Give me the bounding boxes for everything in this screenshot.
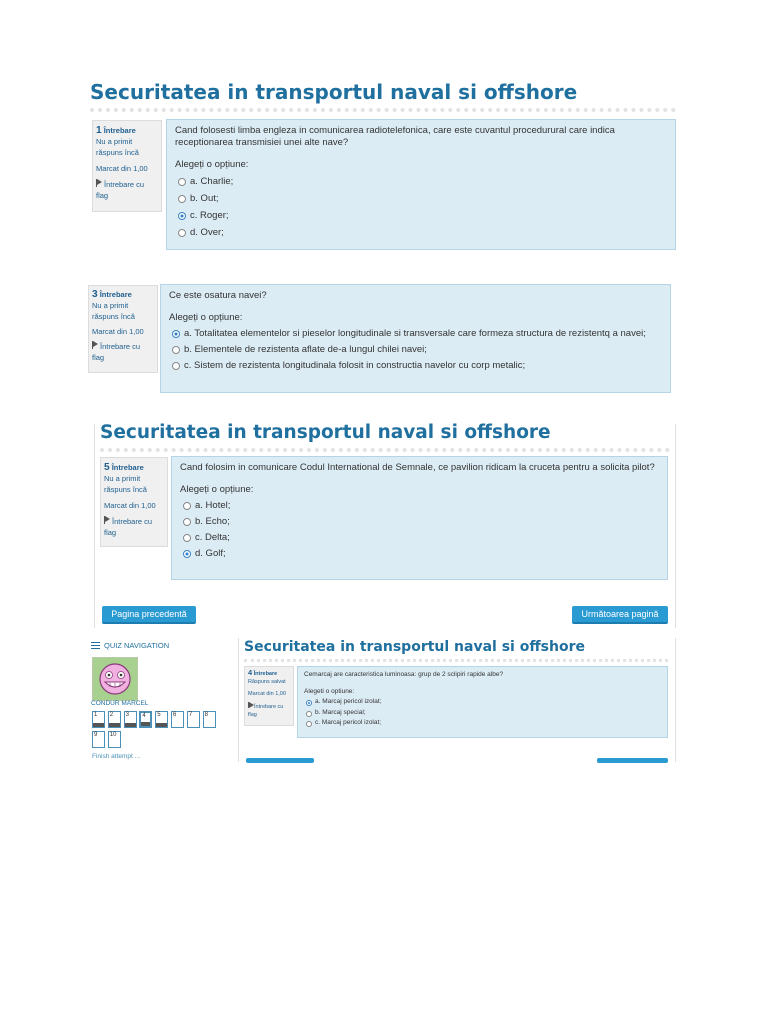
question-number: 3 xyxy=(92,289,98,300)
quiz-nav-question-10[interactable] xyxy=(108,731,121,748)
answer-prompt: Alegeți o opțiune: xyxy=(169,312,243,323)
answer-option[interactable] xyxy=(178,227,667,239)
quiz-nav-question-8[interactable] xyxy=(203,711,216,728)
question-content-1 xyxy=(166,119,676,250)
question-marked: Marcat din 1,00 xyxy=(104,501,156,510)
flag-question-label: Întrebare cu flag xyxy=(104,517,153,537)
quiz-nav-number: 6 xyxy=(173,712,177,718)
radio-button[interactable] xyxy=(183,550,191,558)
question-content-3 xyxy=(160,284,671,393)
smiley-face-icon xyxy=(93,658,137,700)
answer-option-label: a. Totalitatea elementelor si pieselor longitudinale si transversale care formeza structura de rezistentq a navei; xyxy=(184,328,646,339)
question-text: Cemarcaj are caracteristica luminoasa: grup de 2 sclipiri rapide albe? xyxy=(304,671,504,678)
answer-prompt: Alegeti o optiune: xyxy=(304,687,355,695)
flag-icon xyxy=(104,516,112,524)
question-status: Nu a primit răspuns încă xyxy=(92,301,135,321)
answer-option-label: c. Delta; xyxy=(195,532,230,543)
question-content-5 xyxy=(171,456,668,580)
title-divider-4 xyxy=(244,659,668,662)
quiz-nav-number: 3 xyxy=(125,712,129,718)
answer-option[interactable] xyxy=(178,210,667,222)
question-word: Întrebare xyxy=(99,290,132,299)
answer-option-label: a. Marcaj pericol izolat; xyxy=(315,698,382,705)
quiz-nav-number: 8 xyxy=(204,712,208,718)
radio-button[interactable] xyxy=(178,178,186,186)
flag-question-label: Întrebare cu flag xyxy=(248,704,284,718)
answer-option-label: b. Echo; xyxy=(195,516,230,527)
answer-prompt: Alegeți o opțiune: xyxy=(180,484,254,495)
user-name: CONDUR MARCEL xyxy=(91,700,149,707)
answer-prompt: Alegeți o opțiune: xyxy=(175,159,249,170)
quiz-nav-question-3[interactable] xyxy=(124,711,137,728)
answer-option[interactable] xyxy=(183,516,659,528)
flag-icon xyxy=(96,179,104,187)
answer-option-label: b. Marcaj special; xyxy=(315,708,366,716)
answered-marker xyxy=(93,723,104,727)
radio-button[interactable] xyxy=(178,212,186,220)
answer-option[interactable] xyxy=(172,344,662,356)
answered-marker xyxy=(156,723,167,727)
radio-button[interactable] xyxy=(306,711,312,717)
page-title-3: Securitatea in transportul naval si offshore xyxy=(100,422,551,443)
quiz-navigation-header[interactable] xyxy=(91,641,169,650)
quiz-nav-question-4[interactable] xyxy=(139,711,152,728)
title-divider-3 xyxy=(100,448,670,452)
question-word: Întrebare xyxy=(111,463,144,472)
title-divider-1 xyxy=(90,108,676,112)
quiz-navigation-title: QUIZ NAVIGATION xyxy=(104,641,170,650)
flag-icon xyxy=(248,702,254,708)
question-word: Întrebare xyxy=(253,671,278,677)
section3-left-border xyxy=(94,424,95,628)
answer-option-label: c. Sistem de rezistenta longitudinala folosit in constructia navelor cu corp metalic; xyxy=(184,360,526,371)
next-page-button[interactable] xyxy=(597,758,668,763)
question-text: Ce este osatura navei? xyxy=(169,290,267,301)
question-content-4 xyxy=(297,666,668,738)
question-status: Răspuns salvat xyxy=(248,679,286,685)
answer-option[interactable] xyxy=(178,193,667,205)
answer-options xyxy=(304,698,661,728)
section4-right-border xyxy=(675,638,676,762)
question-marked: Marcat din 1,00 xyxy=(92,327,144,336)
quiz-nav-number: 9 xyxy=(94,732,98,738)
question-text: Cand folosim in comunicare Codul International de Semnale, ce pavilion ridicam la cruceta pentru a solicita pilot? xyxy=(180,462,655,473)
quiz-nav-number: 2 xyxy=(109,712,114,718)
user-avatar xyxy=(92,657,138,701)
quiz-nav-question-6[interactable] xyxy=(171,711,184,728)
quiz-nav-number: 1 xyxy=(94,712,98,718)
flag-question-link[interactable] xyxy=(96,179,158,201)
answer-option[interactable] xyxy=(306,709,661,718)
answer-option-label: d. Over; xyxy=(190,227,224,238)
page-title-1: Securitatea in transportul naval si offshore xyxy=(90,80,578,104)
radio-button[interactable] xyxy=(183,518,191,526)
menu-icon xyxy=(91,642,100,649)
quiz-nav-question-1[interactable] xyxy=(92,711,105,728)
answer-option[interactable] xyxy=(172,328,662,340)
flag-question-link[interactable] xyxy=(92,341,154,363)
question-status: Nu a primit răspuns încă xyxy=(104,474,147,494)
question-info-5 xyxy=(100,457,168,547)
answer-option-label: d. Golf; xyxy=(195,548,226,559)
flag-question-label: Întrebare cu flag xyxy=(96,180,145,200)
answer-option[interactable] xyxy=(172,360,662,372)
question-status: Nu a primit răspuns încă xyxy=(96,137,139,157)
answer-option[interactable] xyxy=(306,719,661,728)
previous-page-button[interactable]: Pagina precedentă xyxy=(102,606,196,624)
answer-option[interactable] xyxy=(183,500,659,512)
answer-option-label: c. Roger; xyxy=(190,210,229,221)
question-info-1 xyxy=(92,120,162,212)
radio-button[interactable] xyxy=(178,229,186,237)
flag-question-link[interactable] xyxy=(104,516,164,538)
radio-button[interactable] xyxy=(183,502,191,510)
next-page-button[interactable]: Următoarea pagină xyxy=(572,606,668,624)
quiz-nav-question-5[interactable] xyxy=(155,711,168,728)
answer-option-label: c. Marcaj pericol izolat; xyxy=(315,719,382,726)
flag-question-link[interactable] xyxy=(248,702,290,719)
quiz-nav-number: 7 xyxy=(188,712,193,718)
quiz-nav-question-2[interactable] xyxy=(108,711,121,728)
section3-right-border xyxy=(675,424,676,628)
question-text: Cand folosesti limba engleza in comunicarea radiotelefonica, care este cuvantul procedurural care indica receptionarea transmisiei unei alte nave? xyxy=(175,125,615,148)
finish-attempt-link[interactable]: Finish attempt ... xyxy=(92,753,141,760)
question-info-3 xyxy=(88,285,158,373)
question-marked: Marcat din 1,00 xyxy=(96,164,148,173)
previous-page-button[interactable] xyxy=(246,758,314,763)
quiz-nav-number: 4 xyxy=(142,713,146,719)
answer-option[interactable] xyxy=(183,548,659,560)
answer-option-label: a. Charlie; xyxy=(190,176,234,187)
question-number: 1 xyxy=(96,125,102,136)
answer-option-label: b. Out; xyxy=(190,193,219,204)
flag-icon xyxy=(92,341,100,349)
radio-button[interactable] xyxy=(172,330,180,338)
radio-button[interactable] xyxy=(172,362,180,370)
flag-question-label: Întrebare cu flag xyxy=(92,342,141,362)
answer-options xyxy=(169,328,662,372)
page-title-4: Securitatea in transportul naval si offshore xyxy=(244,639,585,655)
quiz-nav-question-9[interactable] xyxy=(92,731,105,748)
quiz-nav-question-7[interactable] xyxy=(187,711,200,728)
question-number: 5 xyxy=(104,462,110,473)
question-info-4 xyxy=(244,666,294,726)
radio-button[interactable] xyxy=(172,346,180,354)
answer-option[interactable] xyxy=(178,176,667,188)
answer-option[interactable] xyxy=(306,698,661,707)
question-word: Întrebare xyxy=(103,126,136,135)
radio-button[interactable] xyxy=(178,195,186,203)
answer-options xyxy=(180,500,659,560)
radio-button[interactable] xyxy=(183,534,191,542)
quiz-nav-number: 5 xyxy=(157,712,161,718)
question-marked: Marcat din 1,00 xyxy=(248,691,286,697)
section4-left-border xyxy=(238,638,239,762)
quiz-nav-number: 10 xyxy=(109,732,117,738)
answer-option-label: a. Hotel; xyxy=(195,500,231,511)
answer-option-label: b. Elementele de rezistenta aflate de-a lungul chilei navei; xyxy=(184,344,427,355)
radio-button[interactable] xyxy=(306,721,312,727)
answer-options xyxy=(175,176,667,239)
answer-option[interactable] xyxy=(183,532,659,544)
question-number: 4 xyxy=(248,668,253,677)
answered-marker xyxy=(141,722,150,726)
answered-marker xyxy=(125,723,136,727)
answered-marker xyxy=(109,723,120,727)
radio-button[interactable] xyxy=(306,700,312,706)
